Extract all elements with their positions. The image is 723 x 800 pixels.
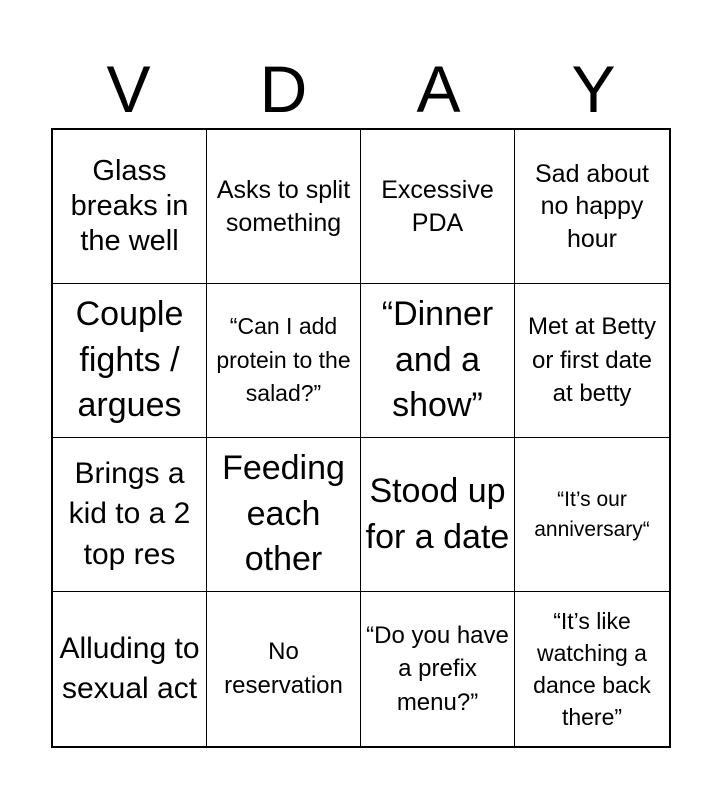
bingo-cell-text: Brings a kid to a 2 top res [68, 456, 191, 571]
bingo-header [51, 48, 671, 130]
bingo-cell-text: Sad about no happy hour [535, 159, 649, 253]
bingo-cell-r2c3[interactable] [361, 284, 515, 438]
bingo-cell-r1c3[interactable] [361, 130, 515, 284]
bingo-cell-text: Couple fights / argues [75, 294, 184, 425]
bingo-cell-text: Asks to split something [216, 176, 351, 237]
bingo-cell-r4c2[interactable] [207, 592, 361, 746]
bingo-cell-text: “Do you have a prefix menu?” [366, 621, 509, 716]
bingo-cell-text: “It’s like watching a dance back there” [533, 607, 651, 731]
bingo-cell-r3c2[interactable] [207, 438, 361, 592]
bingo-cell-r3c1[interactable] [53, 438, 207, 592]
bingo-cell-r4c1[interactable] [53, 592, 207, 746]
bingo-cell-text: Alluding to sexual act [59, 631, 200, 705]
bingo-cell-r2c1[interactable] [53, 284, 207, 438]
bingo-cell-text: No reservation [224, 638, 343, 699]
bingo-cell-r3c4[interactable] [515, 438, 669, 592]
header-letter-d: D [259, 52, 308, 126]
bingo-cell-r1c1[interactable] [53, 130, 207, 284]
bingo-cell-r2c4[interactable] [515, 284, 669, 438]
bingo-cell-text: Stood up for a date [365, 471, 510, 556]
bingo-cell-text: Excessive PDA [381, 176, 494, 237]
bingo-cell-r1c2[interactable] [207, 130, 361, 284]
bingo-cell-text: Met at Betty or first date at betty [527, 313, 657, 408]
header-letter-v: V [106, 52, 151, 126]
bingo-cell-text: “Can I add protein to the salad?” [216, 313, 351, 407]
bingo-cell-r4c4[interactable] [515, 592, 669, 746]
bingo-cell-r3c3[interactable] [361, 438, 515, 592]
bingo-cell-text: “It’s our anniversary“ [534, 488, 650, 541]
bingo-board [51, 128, 671, 748]
header-letter-y: Y [571, 52, 616, 126]
bingo-cell-text: Feeding each other [222, 448, 345, 579]
bingo-cell-r1c4[interactable] [515, 130, 669, 284]
bingo-cell-r2c2[interactable] [207, 284, 361, 438]
header-letter-a: A [416, 52, 461, 126]
bingo-cell-r4c3[interactable] [361, 592, 515, 746]
bingo-cell-text: “Dinner and a show” [381, 294, 494, 425]
bingo-cell-text: Glass breaks in the well [70, 155, 189, 257]
